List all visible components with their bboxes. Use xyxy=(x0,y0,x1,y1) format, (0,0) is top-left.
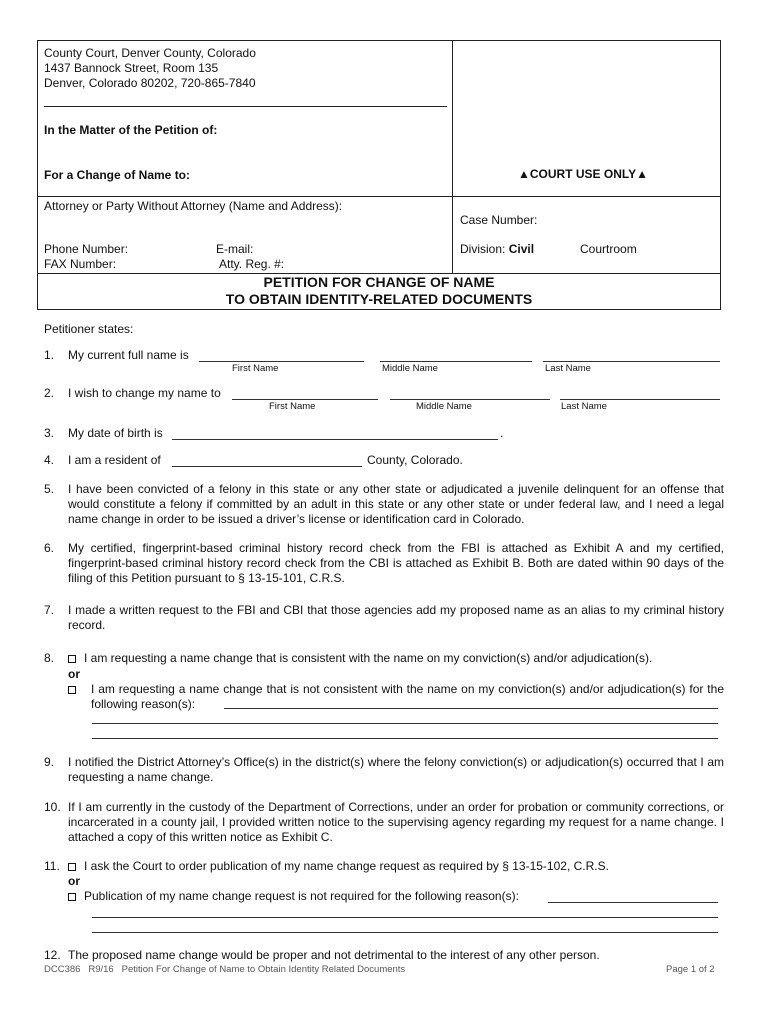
item-8-checkbox-a[interactable] xyxy=(68,655,76,663)
attorney-label: Attorney or Party Without Attorney (Name and Address): xyxy=(44,199,343,213)
court-use-only: ▲COURT USE ONLY▲ xyxy=(518,167,648,181)
item-8-option-b-text: I am requesting a name change that is not consistent with the name on my conviction(s) and/or adjudication(s) for the following reason(s): xyxy=(91,682,724,711)
item-11-option-b xyxy=(68,889,519,903)
item-3-number: 3. xyxy=(44,426,55,440)
new-middle-name-caption: Middle Name xyxy=(416,401,472,412)
item-1-number: 1. xyxy=(44,348,55,362)
item-5-text: I have been convicted of a felony in this state or any other state or adjudicated a juvenile delinquent for an offense that would constitute a felony if committed by an adult in this state or any other state or under federal law, and I need a legal name change in order to be issued a driver’s license or identification card in Colorado. xyxy=(68,482,724,526)
current-first-name-line xyxy=(199,361,364,362)
item-4-text: I am a resident of xyxy=(68,453,161,467)
caption-court-separator xyxy=(44,106,447,107)
current-middle-name-line xyxy=(380,361,532,362)
current-middle-name-caption: Middle Name xyxy=(382,363,438,374)
county-line xyxy=(172,466,362,467)
petitioner-states: Petitioner states: xyxy=(44,322,134,336)
item-2-number: 2. xyxy=(44,386,55,400)
title-line-2: TO OBTAIN IDENTITY-RELATED DOCUMENTS xyxy=(225,291,533,307)
new-first-name-caption: First Name xyxy=(269,401,316,412)
item-11-option-a-text: I ask the Court to order publication of my name change request as required by § 13-15-102, C.R.S. xyxy=(84,859,609,873)
division-label: Division: xyxy=(460,242,509,256)
item-8-number: 8. xyxy=(44,651,55,665)
court-use-separator xyxy=(452,196,721,197)
item-9-number: 9. xyxy=(44,755,55,769)
fax-label: FAX Number: xyxy=(44,257,117,271)
birth-date-period: . xyxy=(500,426,504,440)
item-8-reason-line-2 xyxy=(92,723,718,724)
division-field xyxy=(460,242,534,256)
item-8-reason-line-3 xyxy=(92,738,718,739)
item-10-number: 10. xyxy=(44,800,61,814)
new-first-name-line xyxy=(232,399,378,400)
phone-label: Phone Number: xyxy=(44,242,129,256)
caption-top-separator xyxy=(37,196,452,197)
item-6-number: 6. xyxy=(44,541,55,555)
item-2-text: I wish to change my name to xyxy=(68,386,221,400)
matter-label: In the Matter of the Petition of: xyxy=(44,123,218,137)
item-8-checkbox-b[interactable] xyxy=(68,686,76,694)
form-identifier: DCC386 R9/16 Petition For Change of Name to Obtain Identity Related Documents xyxy=(44,964,406,975)
title-line-1: PETITION FOR CHANGE OF NAME xyxy=(263,274,495,290)
court-name: County Court, Denver County, Colorado xyxy=(44,46,256,60)
item-8-option-a xyxy=(68,651,652,665)
court-street: 1437 Bannock Street, Room 135 xyxy=(44,61,219,75)
new-last-name-line xyxy=(560,399,720,400)
current-last-name-caption: Last Name xyxy=(545,363,591,374)
item-9-text: I notified the District Attorney’s Office(s) in the district(s) where the felony conviction(s) or adjudication(s) occurred that I am requesting a name change. xyxy=(68,755,724,784)
item-11-checkbox-b[interactable] xyxy=(68,893,76,901)
item-4-number: 4. xyxy=(44,453,55,467)
new-last-name-caption: Last Name xyxy=(561,401,607,412)
item-11-reason-line-2 xyxy=(92,917,718,918)
caption-divider xyxy=(452,40,453,274)
atty-reg-label: Atty. Reg. #: xyxy=(219,257,285,271)
page-number: Page 1 of 2 xyxy=(666,964,715,975)
item-1-text: My current full name is xyxy=(68,348,189,362)
item-5-number: 5. xyxy=(44,482,55,496)
item-7-text: I made a written request to the FBI and CBI that those agencies add my proposed name as an alias to my criminal history record. xyxy=(68,603,724,632)
item-8-reason-line-1 xyxy=(224,708,718,709)
item-11-option-b-text: Publication of my name change request is not required for the following reason(s): xyxy=(84,889,519,903)
email-label: E-mail: xyxy=(216,242,254,256)
item-11-reason-line-3 xyxy=(92,932,718,933)
item-11-option-a xyxy=(68,859,609,873)
courtroom-label: Courtroom xyxy=(580,242,637,256)
current-first-name-caption: First Name xyxy=(232,363,279,374)
division-value: Civil xyxy=(508,242,535,256)
item-10-text: If I am currently in the custody of the Department of Corrections, under an order for probation or community corrections, or incarcerated in a county jail, I provided written notice to the supervising agency regarding my request for a name change. I attached a copy of this written notice as Exhibit C. xyxy=(68,800,724,844)
current-last-name-line xyxy=(543,361,720,362)
item-3-text: My date of birth is xyxy=(68,426,163,440)
item-11-checkbox-a[interactable] xyxy=(68,863,76,871)
item-12-text: The proposed name change would be proper and not detrimental to the interest of any other person. xyxy=(68,948,600,962)
item-11-or: or xyxy=(68,874,80,888)
birth-date-line xyxy=(172,439,498,440)
item-4-suffix: County, Colorado. xyxy=(367,453,463,467)
change-label: For a Change of Name to: xyxy=(44,168,191,182)
court-city: Denver, Colorado 80202, 720-865-7840 xyxy=(44,76,256,90)
court-address xyxy=(44,46,256,91)
item-11-reason-line-1 xyxy=(548,902,718,903)
new-middle-name-line xyxy=(390,399,550,400)
case-number-label: Case Number: xyxy=(460,213,538,227)
item-8-option-a-text: I am requesting a name change that is consistent with the name on my conviction(s) and/or adjudication(s). xyxy=(84,651,653,665)
item-8-or: or xyxy=(68,667,80,681)
item-12-number: 12. xyxy=(44,948,61,962)
item-11-number: 11. xyxy=(44,859,60,873)
item-6-text: My certified, fingerprint-based criminal history record check from the FBI is attached as Exhibit A and my certified, fingerprint-based criminal history record check from the CBI is attached as Exhibit B. Both are dated within 90 days of the filing of this Petition pursuant to § 13-15-101, C.R.S. xyxy=(68,541,724,585)
item-7-number: 7. xyxy=(44,603,55,617)
